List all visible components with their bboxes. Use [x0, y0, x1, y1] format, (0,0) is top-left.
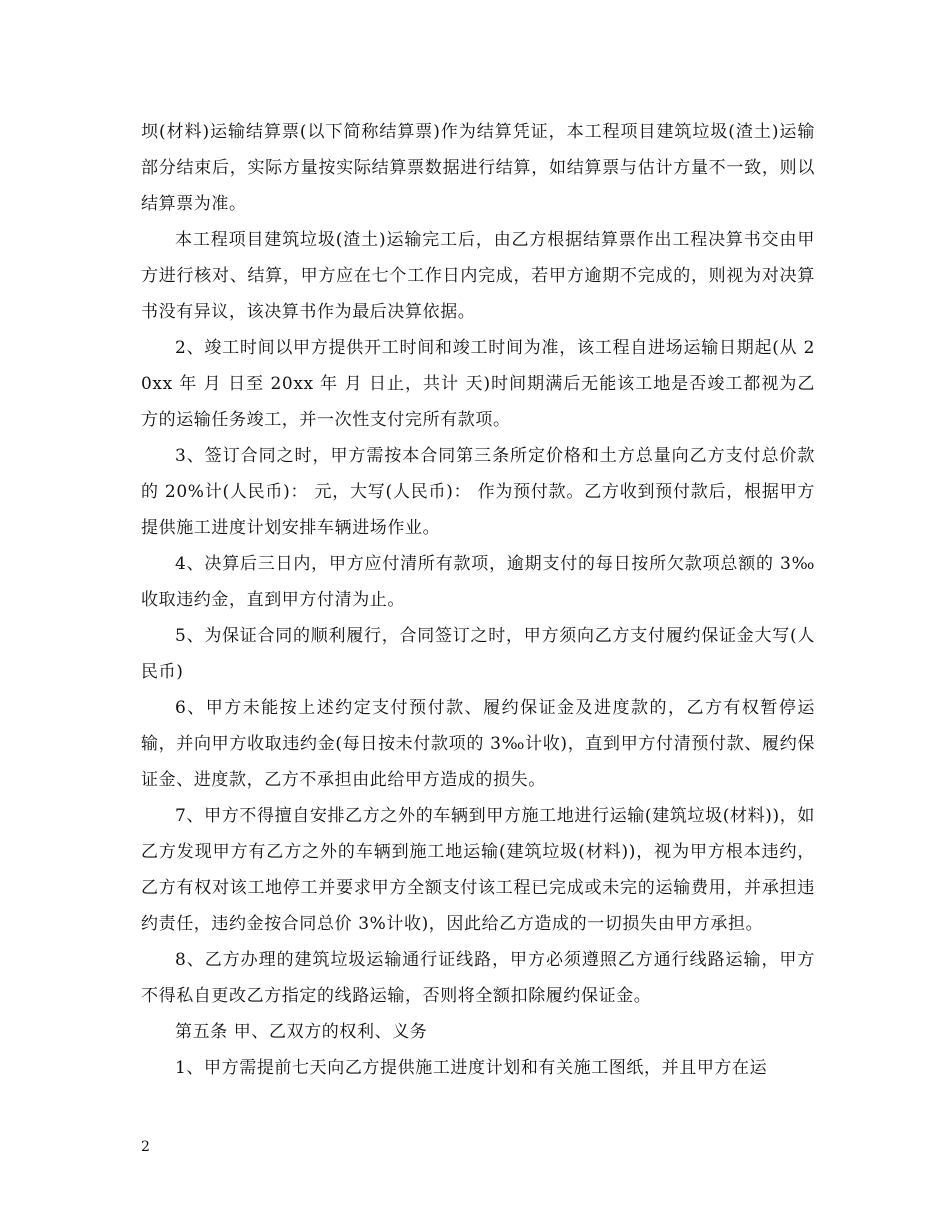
- paragraph-6: 5、为保证合同的顺利履行，合同签订之时，甲方须向乙方支付履约保证金大写(人民币): [141, 626, 815, 682]
- paragraph-2: 本工程项目建筑垃圾(渣土)运输完工后，由乙方根据结算票作出工程决算书交由甲方进行核对、结算，甲方应在七个工作日内完成，若甲方逾期不完成的，则视为对决算书没有异议，该决算书作为最后决算依据。: [141, 230, 815, 322]
- page-number: 2: [141, 1139, 150, 1155]
- paragraph-7: 6、甲方未能按上述约定支付预付款、履约保证金及进度款的，乙方有权暂停运输，并向甲方收取违约金(每日按未付款项的 3‰计收)，直到甲方付清预付款、履约保证金、进度款，乙方不承担由此给甲方造成的损失。: [141, 698, 815, 790]
- paragraph-5: 4、决算后三日内，甲方应付清所有款项，逾期支付的每日按所欠款项总额的 3‰收取违约金，直到甲方付清为止。: [141, 554, 815, 610]
- paragraph-4: 3、签订合同之时，甲方需按本合同第三条所定价格和土方总量向乙方支付总价款的 20%计(人民币)： 元，大写(人民币)： 作为预付款。乙方收到预付款后，根据甲方提供施工进度计划安排车辆进场作业。: [141, 446, 815, 538]
- section-heading-article-5: 第五条 甲、乙双方的权利、义务: [175, 1022, 428, 1042]
- paragraph-8: 7、甲方不得擅自安排乙方之外的车辆到甲方施工地进行运输(建筑垃圾(材料))，如乙方发现甲方有乙方之外的车辆到施工地运输(建筑垃圾(材料))，视为甲方根本违约，乙方有权对该工地停工并要求甲方全额支付该工程已完成或未完的运输费用，并承担违约责任，违约金按合同总价 3%计收)，因此给乙方造成的一切损失由甲方承担。: [141, 806, 815, 934]
- paragraph-11: 1、甲方需提前七天向乙方提供施工进度计划和有关施工图纸，并且甲方在运: [175, 1058, 768, 1078]
- paragraph-3: 2、竣工时间以甲方提供开工时间和竣工时间为准，该工程自进场运输日期起(从 20xx 年 月 日至 20xx 年 月 日止，共计 天)时间期满后无能该工地是否竣工都视为乙方的运输任务竣工，并一次性支付完所有款项。: [141, 338, 815, 430]
- paragraph-9: 8、乙方办理的建筑垃圾运输通行证线路，甲方必须遵照乙方通行线路运输，甲方不得私自更改乙方指定的线路运输，否则将全额扣除履约保证金。: [141, 950, 815, 1006]
- document-body: [141, 114, 815, 1086]
- paragraph-1: 坝(材料)运输结算票(以下简称结算票)作为结算凭证，本工程项目建筑垃圾(渣土)运输部分结束后，实际方量按实际结算票数据进行结算，如结算票与估计方量不一致，则以结算票为准。: [141, 122, 815, 214]
